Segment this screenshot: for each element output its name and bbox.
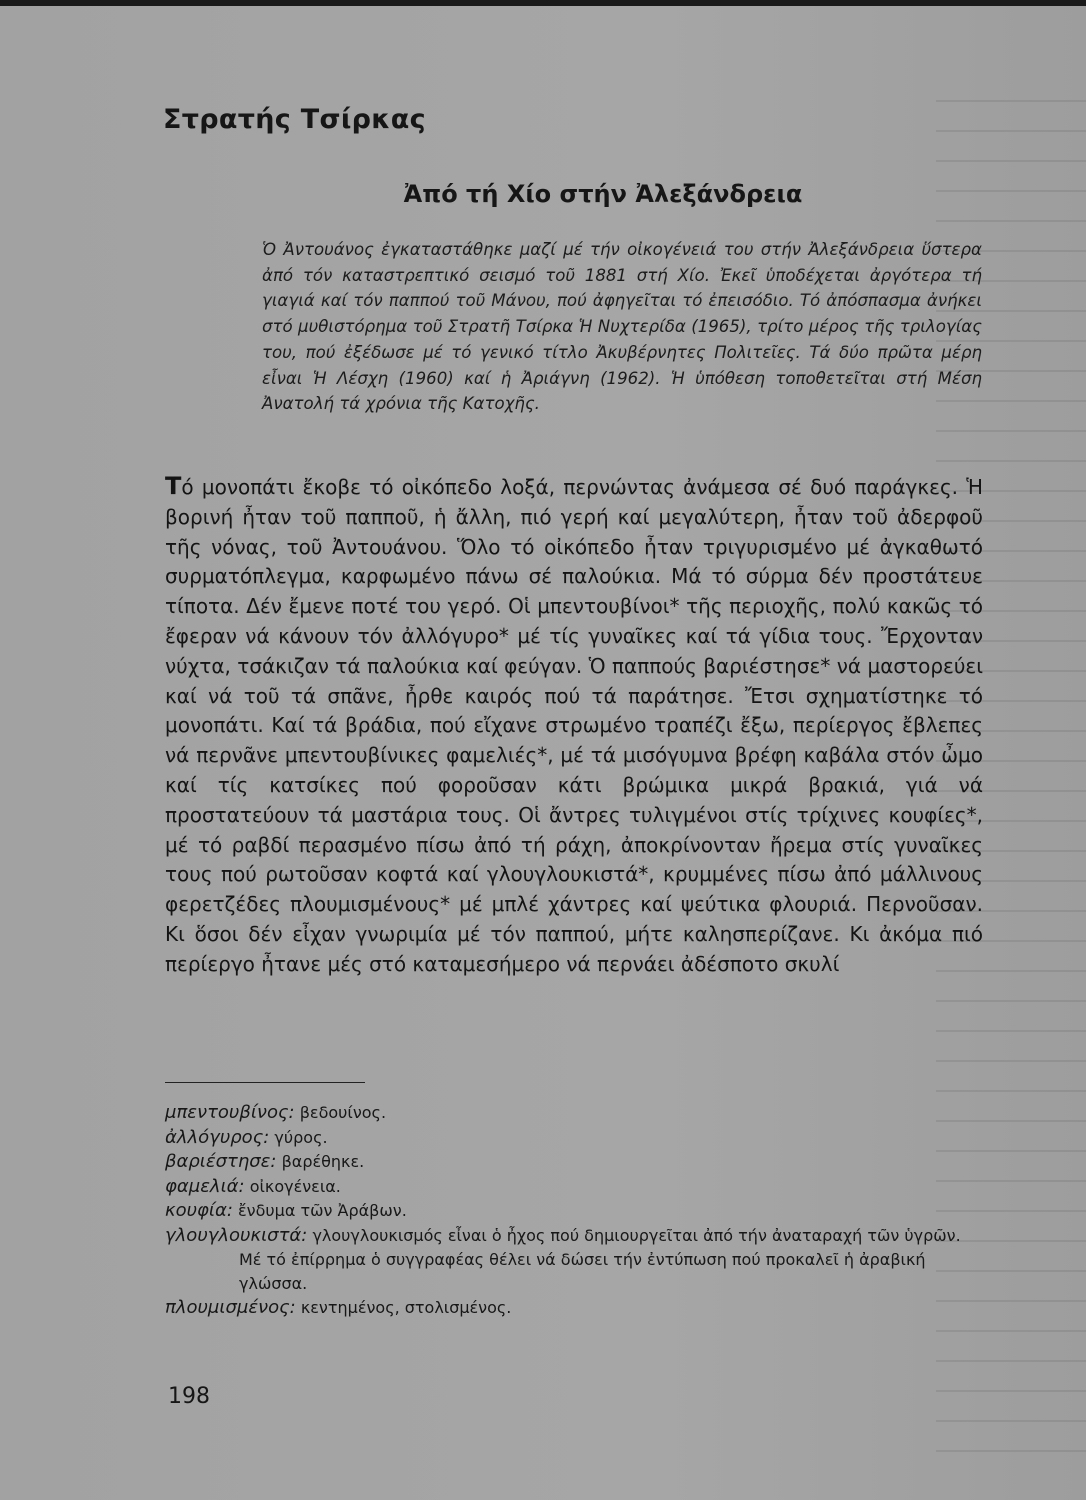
main-text [165,472,983,980]
note-term: πλουμισμένος: [165,1296,296,1318]
note-definition: ἔνδυμα τῶν Ἀράβων. [238,1201,407,1221]
main-text-body: ό μονοπάτι ἔκοβε τό οἰκόπεδο λοξά, περνώντας ἀνάμεσα σέ δυό παράγκες. Ἡ βορινή ἦταν τοῦ παπποῦ, ἡ ἄλλη, πιό γερή καί μεγαλύτερη, ἦταν τοῦ ἀδερφοῦ τῆς νόνας, τοῦ Ἀντουάνου. Ὅλο τό οἰκόπεδο ἦταν τριγυρισμένο μέ ἀγκαθωτό συρματόπλεγμα, καρφωμένο πάνω σέ παλούκια. Μά τό σύρμα δέν προστάτευε τίποτα. Δέν ἔμενε ποτέ του γερό. Οἱ μπεντουβίνοι* τῆς περιοχῆς, πολύ κακῶς τό ἔφεραν νά κάνουν τόν ἀλλόγυρο* μέ τίς γυναῖκες καί τά γίδια τους. Ἔρχονταν νύχτα, τσάκιζαν τά παλούκια καί φεύγαν. Ὁ παππούς βαριέστησε* νά μαστορεύει καί νά τοῦ τά σπᾶνε, ἦρθε καιρός πού τά παράτησε. Ἔτσι σχηματίστηκε τό μονοπάτι. Καί τά βράδια, πού εἴχανε στρωμένο τραπέζι ἔξω, περίεργος ἔβλεπες νά περνᾶνε μπεντουβίνικες φαμελιές*, μέ τά μισόγυμνα βρέφη καβάλα στόν ὦμο καί τίς κατσίκες πού φοροῦσαν κάτι βρώμικα μικρά βρακιά, γιά νά προστατεύουν τά μαστάρια τους. Οἱ ἄντρες τυλιγμένοι στίς τρίχινες κουφίες*, μέ τό ραβδί περασμένο πίσω ἀπό τή ράχη, ἀποκρίνονταν ἤρεμα στίς γυναῖκες τους πού ρωτοῦσαν κοφτά καί γλουγλουκιστά*, κρυμμένες πίσω ἀπό μάλλινους φερετζέδες πλουμισμένους* μέ μπλέ χάντρες καί ψεύτικα φλουριά. Περνοῦσαν. Κι ὅσοι δέν εἶχαν γνωριμία μέ τόν παππού, μήτε καλησπερίζανε. Κι ἀκόμα πιό περίεργο ἦτανε μές στό καταμεσήμερο νά περνάει ἀδέσποτο σκυλί [165,475,983,976]
note-definition: κεντημένος, στολισμένος. [300,1297,512,1317]
note-term: βαριέστησε: [165,1151,277,1173]
footnote-rule [165,1082,365,1083]
page-number: 198 [168,1384,210,1409]
author-name: Στρατής Τσίρκας [163,104,426,135]
note-variestise [165,1150,985,1175]
intro-paragraph: Ὁ Ἀντουάνος ἐγκαταστάθηκε μαζί μέ τήν οἰκογένειά του στήν Ἀλεξάνδρεια ὕστερα ἀπό τόν καταστρεπτικό σεισμό τοῦ 1881 στή Χίο. Ἐκεῖ ὑποδέχεται ἀργότερα τή γιαγιά καί τόν παππού τοῦ Μάνου, πού ἀφηγεῖται τό ἐπεισόδιο. Τό ἀπόσπασμα ἀνήκει στό μυθιστόρημα τοῦ Στρατῆ Τσίρκα Ἡ Νυχτερίδα (1965), τρίτο μέρος τῆς τριλογίας του, πού ἐξέδωσε μέ τό γενικό τίτλο Ἀκυβέρνητες Πολιτεῖες. Τά δύο πρῶτα μέρη εἶναι Ἡ Λέσχη (1960) καί ἡ Ἀριάγνη (1962). Ἡ ὑπόθεση τοποθετεῖται στή Μέση Ἀνατολή τά χρόνια τῆς Κατοχῆς. [262,240,982,414]
note-definition: γύρος. [274,1127,328,1147]
note-definition: γλουγλουκισμός εἶναι ὁ ἦχος πού δημιουργεῖται ἀπό τήν ἀναταραχή τῶν ὑγρῶν. Μέ τό ἐπίρρημα ὁ συγγραφέας θέλει νά δώσει τήν ἐντύπωση πού προκαλεῖ ἡ ἀραβική γλώσσα. [239,1225,961,1293]
note-mpentouvinos [165,1101,985,1126]
note-ploumismenos [165,1296,985,1321]
glossary-notes [165,1101,985,1321]
note-term: φαμελιά: [165,1175,245,1197]
note-term: ἀλλόγυρος: [165,1126,270,1148]
chapter-title-text: Ἀπό τή Χίο στήν Ἀλεξάνδρεια [403,180,803,208]
note-koufia [165,1199,985,1224]
note-allogyros [165,1126,985,1151]
note-definition: οἰκογένεια. [249,1176,341,1196]
note-term: γλουγλουκιστά: [165,1224,308,1246]
note-definition: βεδουίνος. [299,1103,387,1122]
note-term: μπεντουβίνος: [165,1102,295,1123]
chapter-title [0,180,1086,208]
drop-cap: Τ [165,472,182,500]
note-term: κουφία: [165,1200,233,1222]
note-glouglokista [165,1224,985,1296]
note-famelia [165,1175,985,1200]
note-definition: βαρέθηκε. [281,1152,365,1172]
